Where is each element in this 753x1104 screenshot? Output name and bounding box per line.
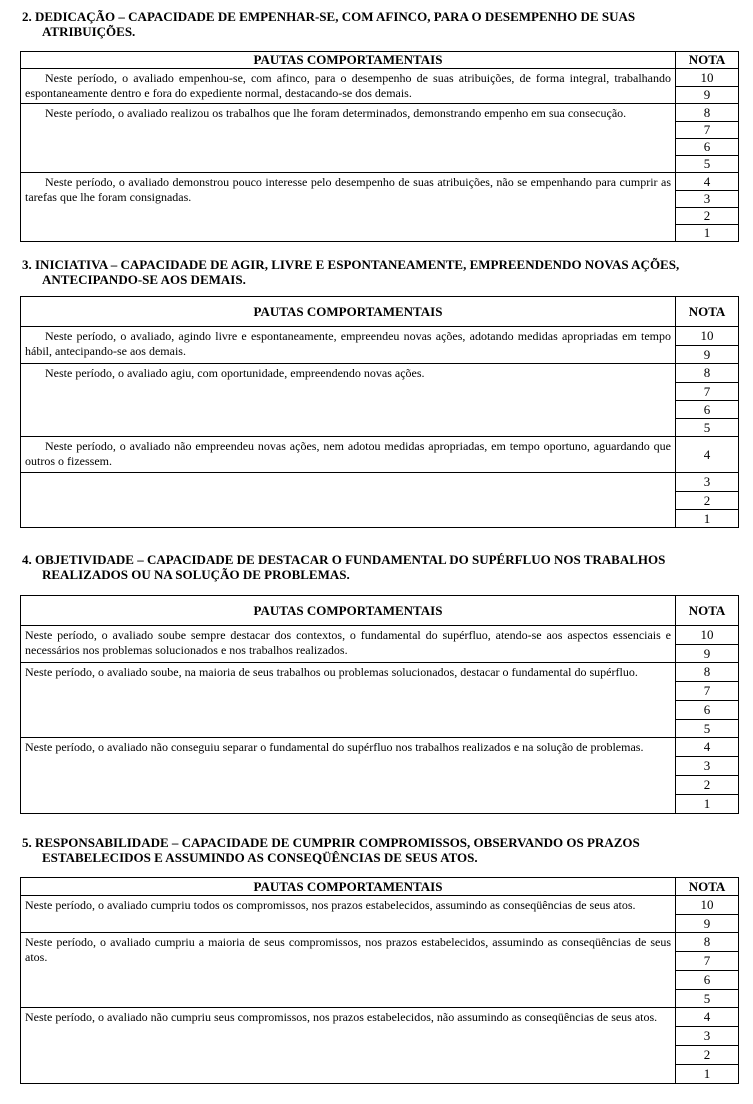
- behavior-description: Neste período, o avaliado, agindo livre e espontaneamente, empreendeu novas ações, adotando medidas apropriadas em tempo hábil, antecipando-se aos demais.: [21, 327, 676, 364]
- score-cell[interactable]: 1: [676, 225, 739, 242]
- score-cell[interactable]: 7: [676, 383, 739, 401]
- score-cell[interactable]: 9: [676, 87, 739, 104]
- score-cell[interactable]: 9: [676, 346, 739, 364]
- behavior-description: Neste período, o avaliado não empreendeu novas ações, nem adotou medidas apropriadas, em tempo oportuno, aguardando que outros o fizessem.: [21, 437, 676, 473]
- behavior-description: Neste período, o avaliado cumpriu todos os compromissos, nos prazos estabelecidos, assumindo as conseqüências de seus atos.: [21, 896, 676, 933]
- evaluation-table: [20, 296, 739, 528]
- section-title: 5. RESPONSABILIDADE – CAPACIDADE DE CUMPRIR COMPROMISSOS, OBSERVANDO OS PRAZOS: [22, 835, 640, 850]
- section-heading: [22, 835, 734, 865]
- section-title-cont: ATRIBUIÇÕES.: [42, 24, 136, 39]
- score-cell[interactable]: 10: [676, 626, 739, 645]
- score-cell[interactable]: 8: [676, 104, 739, 122]
- score-cell[interactable]: 10: [676, 327, 739, 346]
- score-cell[interactable]: 1: [676, 795, 739, 814]
- header-pautas: PAUTAS COMPORTAMENTAIS: [21, 297, 676, 327]
- score-cell[interactable]: 10: [676, 896, 739, 915]
- header-pautas: PAUTAS COMPORTAMENTAIS: [21, 878, 676, 896]
- section-title-cont: REALIZADOS OU NA SOLUÇÃO DE PROBLEMAS.: [42, 567, 350, 582]
- score-cell[interactable]: 4: [676, 437, 739, 473]
- score-cell[interactable]: 3: [676, 1027, 739, 1046]
- score-cell[interactable]: 7: [676, 682, 739, 701]
- section-title-cont: ESTABELECIDOS E ASSUMINDO AS CONSEQÜÊNCIAS DE SEUS ATOS.: [42, 850, 478, 865]
- score-cell[interactable]: 8: [676, 663, 739, 682]
- score-cell[interactable]: 5: [676, 156, 739, 173]
- evaluation-table: [20, 51, 739, 242]
- score-cell[interactable]: 10: [676, 69, 739, 87]
- behavior-description: Neste período, o avaliado não conseguiu separar o fundamental do supérfluo nos trabalhos realizados e na solução de problemas.: [21, 738, 676, 814]
- score-cell[interactable]: 2: [676, 1046, 739, 1065]
- header-nota: NOTA: [676, 596, 739, 626]
- section-heading: [22, 552, 734, 582]
- score-cell[interactable]: 3: [676, 191, 739, 208]
- score-cell[interactable]: 5: [676, 990, 739, 1008]
- score-cell[interactable]: 4: [676, 173, 739, 191]
- score-cell[interactable]: 1: [676, 510, 739, 528]
- score-cell[interactable]: 9: [676, 645, 739, 663]
- score-cell[interactable]: 5: [676, 720, 739, 738]
- score-cell[interactable]: 3: [676, 473, 739, 492]
- score-cell[interactable]: 6: [676, 401, 739, 419]
- score-cell[interactable]: 8: [676, 933, 739, 952]
- behavior-description: Neste período, o avaliado cumpriu a maioria de seus compromissos, nos prazos estabelecidos, assumindo as conseqüências de seus atos.: [21, 933, 676, 1008]
- score-cell[interactable]: 9: [676, 915, 739, 933]
- score-cell[interactable]: 8: [676, 364, 739, 383]
- score-cell[interactable]: 4: [676, 738, 739, 757]
- evaluation-table: [20, 877, 739, 1084]
- section-title-cont: ANTECIPANDO-SE AOS DEMAIS.: [42, 272, 246, 287]
- section-heading: [22, 9, 734, 39]
- section-title: 3. INICIATIVA – CAPACIDADE DE AGIR, LIVRE E ESPONTANEAMENTE, EMPREENDENDO NOVAS AÇÕES,: [22, 257, 680, 272]
- behavior-description: Neste período, o avaliado realizou os trabalhos que lhe foram determinados, demonstrando empenho em sua consecução.: [21, 104, 676, 173]
- behavior-description: Neste período, o avaliado demonstrou pouco interesse pelo desempenho de suas atribuições, não se empenhando para cumprir as tarefas que lhe foram consignadas.: [21, 173, 676, 242]
- section-title: 4. OBJETIVIDADE – CAPACIDADE DE DESTACAR O FUNDAMENTAL DO SUPÉRFLUO NOS TRABALHOS: [22, 552, 666, 567]
- behavior-description: Neste período, o avaliado não cumpriu seus compromissos, nos prazos estabelecidos, não assumindo as conseqüências de seus atos.: [21, 1008, 676, 1084]
- score-cell[interactable]: 2: [676, 492, 739, 510]
- score-cell[interactable]: 6: [676, 139, 739, 156]
- section-title: 2. DEDICAÇÃO – CAPACIDADE DE EMPENHAR-SE, COM AFINCO, PARA O DESEMPENHO DE SUAS: [22, 9, 636, 24]
- evaluation-table: [20, 595, 739, 814]
- score-cell[interactable]: 6: [676, 971, 739, 990]
- behavior-description: Neste período, o avaliado empenhou-se, com afinco, para o desempenho de suas atribuições, de forma integral, trabalhando espontaneamente dentro e fora do expediente normal, destacando-se dos demais.: [21, 69, 676, 104]
- header-pautas: PAUTAS COMPORTAMENTAIS: [21, 596, 676, 626]
- behavior-description: Neste período, o avaliado agiu, com oportunidade, empreendendo novas ações.: [21, 364, 676, 437]
- score-cell[interactable]: 7: [676, 122, 739, 139]
- header-nota: NOTA: [676, 52, 739, 69]
- score-cell[interactable]: 6: [676, 701, 739, 720]
- score-cell[interactable]: 5: [676, 419, 739, 437]
- score-cell[interactable]: 3: [676, 757, 739, 776]
- score-cell[interactable]: 4: [676, 1008, 739, 1027]
- header-nota: NOTA: [676, 878, 739, 896]
- score-cell[interactable]: 1: [676, 1065, 739, 1084]
- score-cell[interactable]: 7: [676, 952, 739, 971]
- header-nota: NOTA: [676, 297, 739, 327]
- header-pautas: PAUTAS COMPORTAMENTAIS: [21, 52, 676, 69]
- section-heading: [22, 257, 734, 287]
- behavior-description-empty: [21, 473, 676, 528]
- score-cell[interactable]: 2: [676, 208, 739, 225]
- score-cell[interactable]: 2: [676, 776, 739, 795]
- behavior-description: Neste período, o avaliado soube sempre destacar dos contextos, o fundamental do supérfluo, atendo-se aos aspectos essenciais e necessários nos problemas solucionados e nos trabalhos realizados.: [21, 626, 676, 663]
- behavior-description: Neste período, o avaliado soube, na maioria de seus trabalhos ou problemas solucionados, destacar o fundamental do supérfluo.: [21, 663, 676, 738]
